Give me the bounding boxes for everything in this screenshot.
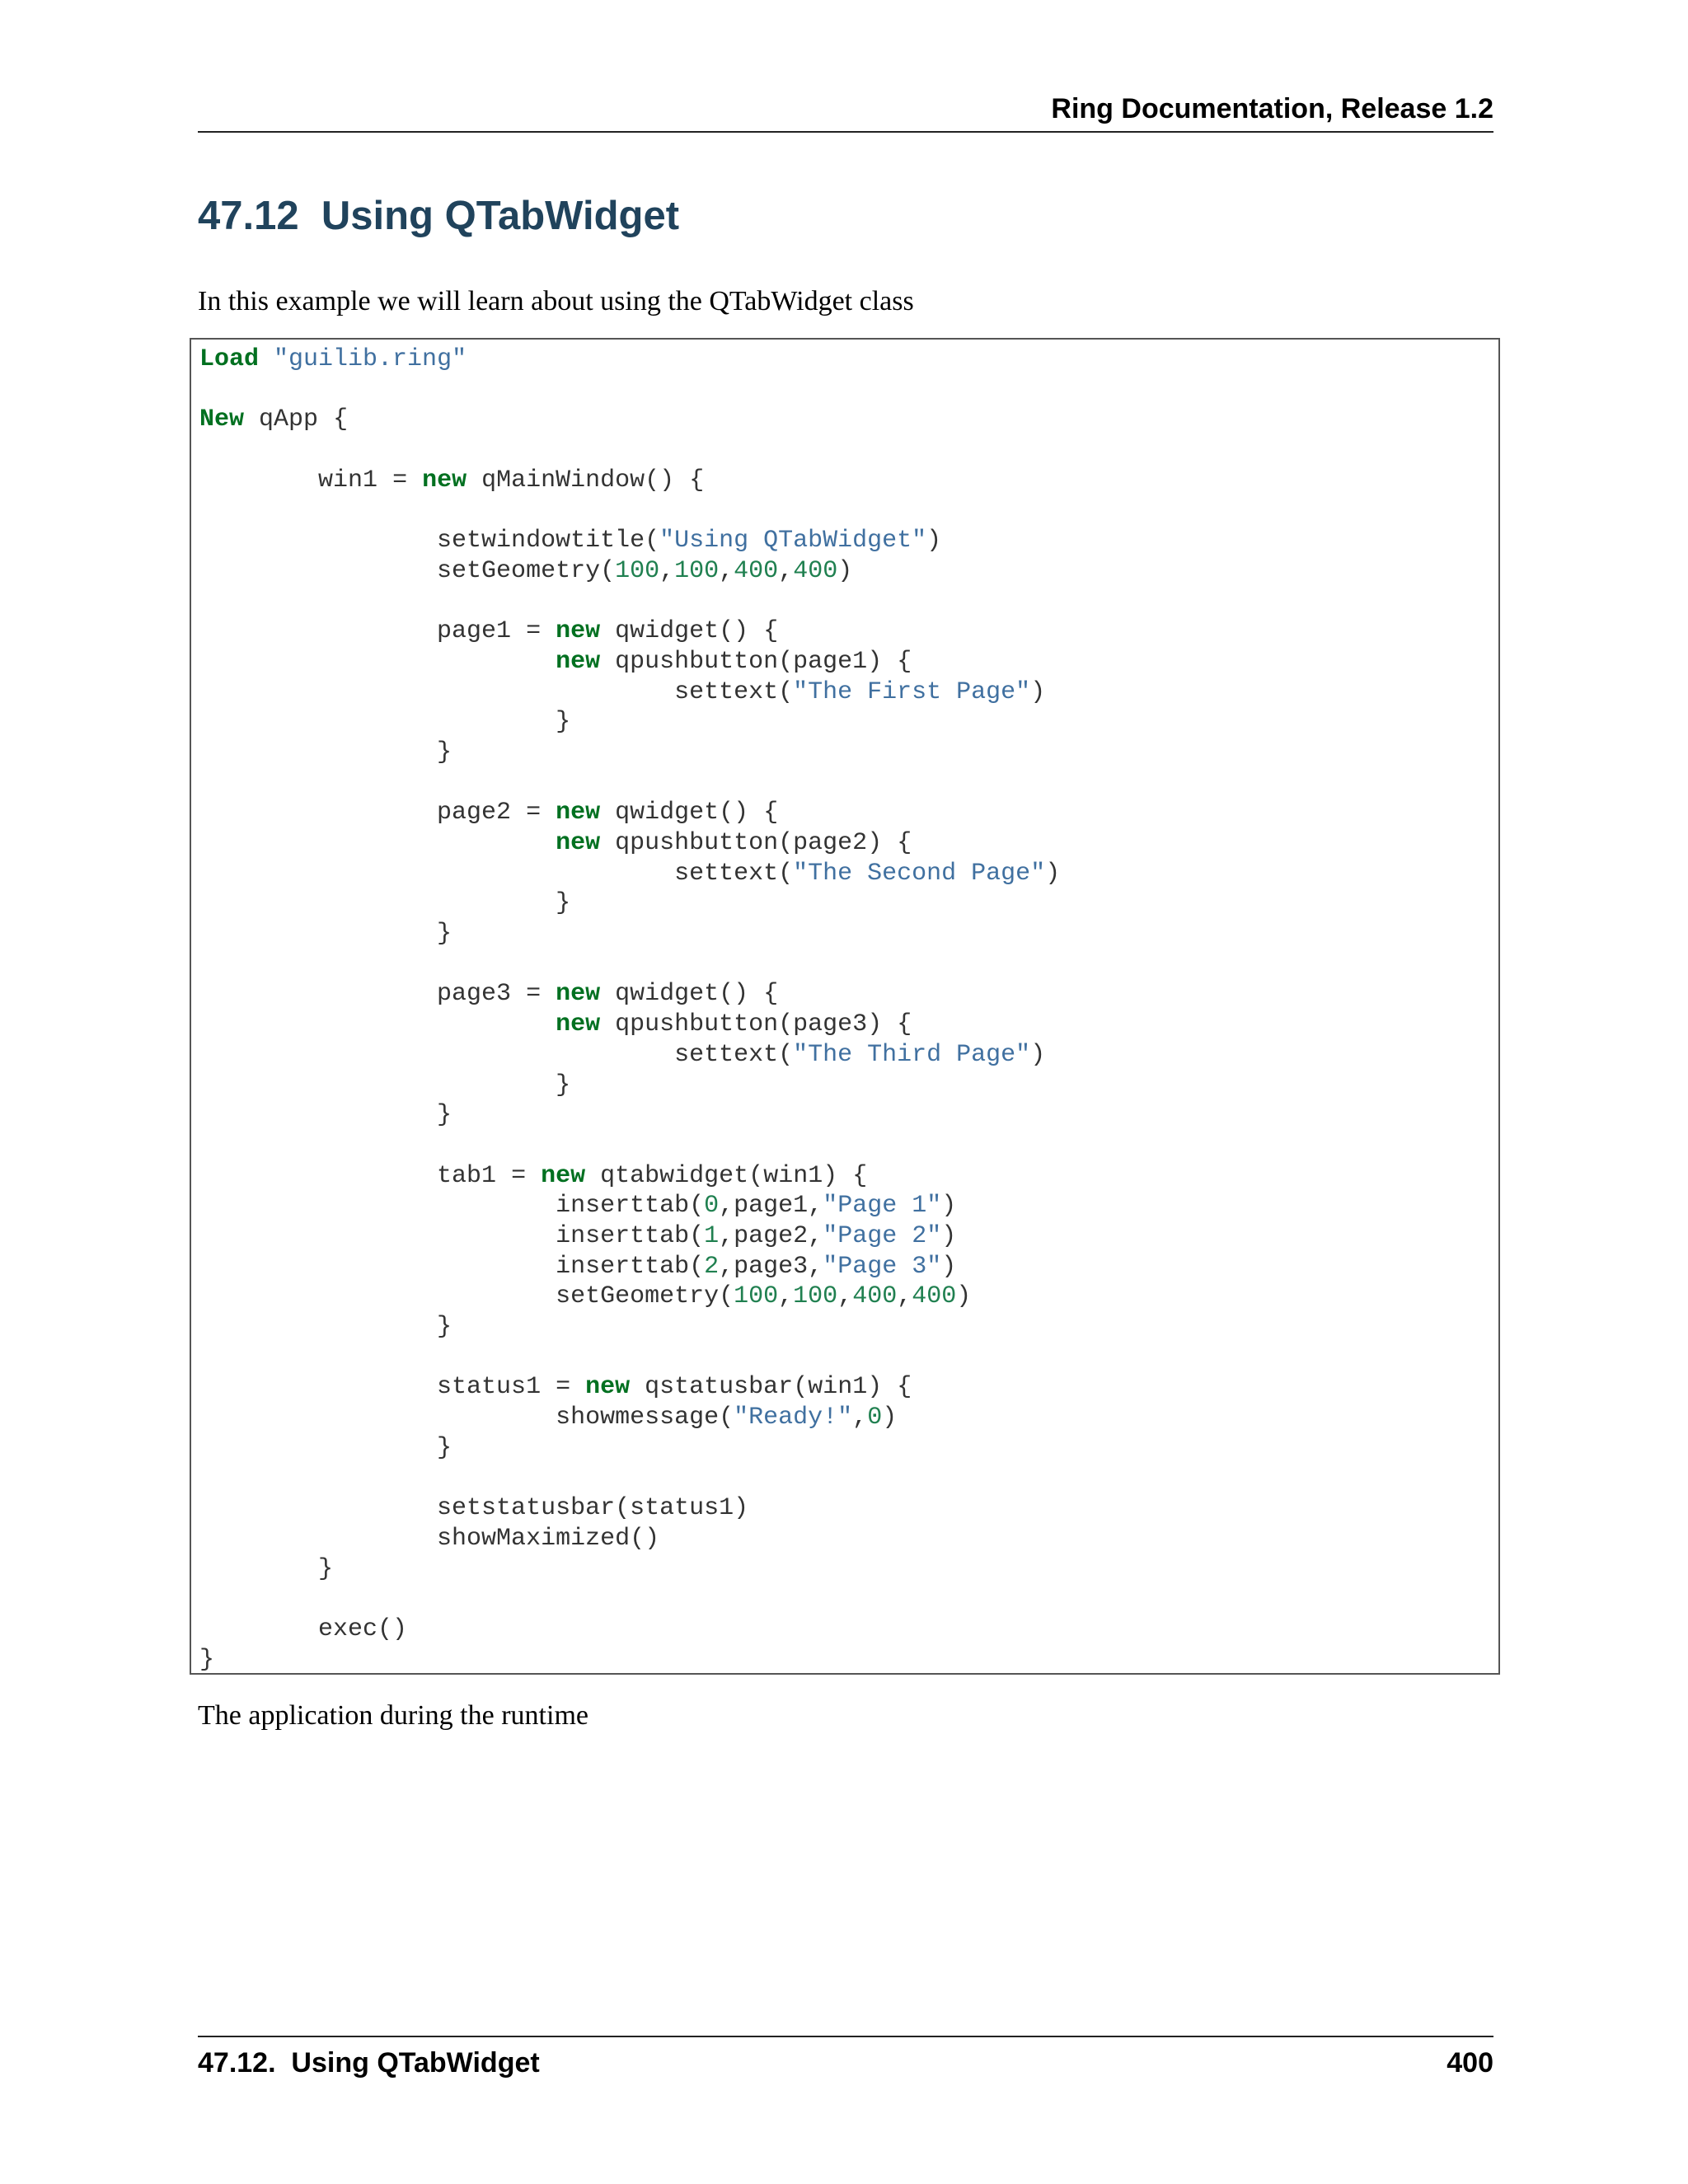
code-line: status1 = new qstatusbar(win1) {	[437, 1373, 912, 1402]
code-line	[199, 1584, 1060, 1615]
code-line: }	[437, 1101, 452, 1130]
code-line	[199, 1131, 1060, 1161]
code-line: exec()	[318, 1615, 408, 1643]
code-line: setGeometry(100,100,400,400)	[556, 1282, 972, 1311]
code-line: }	[556, 1071, 571, 1099]
code-line: setstatusbar(status1)	[437, 1494, 749, 1523]
code-line	[199, 1343, 1060, 1373]
code-line: }	[437, 1313, 452, 1341]
code-line: setGeometry(100,100,400,400)	[437, 556, 853, 585]
code-line: new qpushbutton(page1) {	[556, 647, 912, 676]
running-footer	[198, 2036, 1493, 2083]
code-line: page3 = new qwidget() {	[437, 980, 779, 1009]
code-line: setwindowtitle("Using QTabWidget")	[437, 527, 942, 555]
intro-paragraph: In this example we will learn about using the QTabWidget class	[198, 286, 914, 316]
code-line	[199, 435, 1060, 466]
code-line: tab1 = new qtabwidget(win1) {	[437, 1161, 868, 1190]
runtime-caption: The application during the runtime	[198, 1700, 588, 1731]
code-line: inserttab(1,page2,"Page 2")	[556, 1221, 957, 1250]
page-number: 400	[1447, 2047, 1493, 2079]
code-line: settext("The Second Page")	[674, 859, 1061, 888]
code-line: }	[437, 920, 452, 949]
code-line: inserttab(0,page1,"Page 1")	[556, 1192, 957, 1221]
code-line: page2 = new qwidget() {	[437, 799, 779, 827]
code-line: }	[437, 738, 452, 766]
code-line: page1 = new qwidget() {	[437, 617, 779, 646]
running-header	[198, 93, 1493, 133]
code-line: }	[199, 1645, 215, 1674]
code-line: showmessage("Ready!",0)	[556, 1404, 898, 1432]
code-block	[190, 338, 1500, 1675]
footer-section-title: 47.12. Using QTabWidget	[198, 2047, 540, 2079]
code-line: New qApp {	[199, 405, 349, 434]
code-line: new qpushbutton(page3) {	[556, 1010, 912, 1039]
section-heading: 47.12 Using QTabWidget	[198, 194, 680, 238]
running-header-title: Ring Documentation, Release 1.2	[1051, 93, 1493, 124]
code-lines	[199, 344, 1060, 1675]
code-line	[199, 375, 1060, 405]
code-line	[199, 768, 1060, 799]
code-line: new qpushbutton(page2) {	[556, 829, 912, 857]
code-line	[199, 1463, 1060, 1493]
code-line: inserttab(2,page3,"Page 3")	[556, 1252, 957, 1281]
code-line: win1 = new qMainWindow() {	[318, 466, 705, 494]
code-line: showMaximized()	[437, 1524, 660, 1553]
code-line: settext("The Third Page")	[674, 1040, 1046, 1069]
code-line: }	[556, 708, 571, 737]
code-line: }	[437, 1433, 452, 1462]
code-line: }	[556, 889, 571, 918]
code-line: settext("The First Page")	[674, 677, 1046, 706]
code-line: }	[318, 1554, 334, 1583]
code-line	[199, 949, 1060, 980]
code-line	[199, 587, 1060, 617]
code-line: Load "guilib.ring"	[199, 345, 467, 373]
code-line	[199, 495, 1060, 526]
